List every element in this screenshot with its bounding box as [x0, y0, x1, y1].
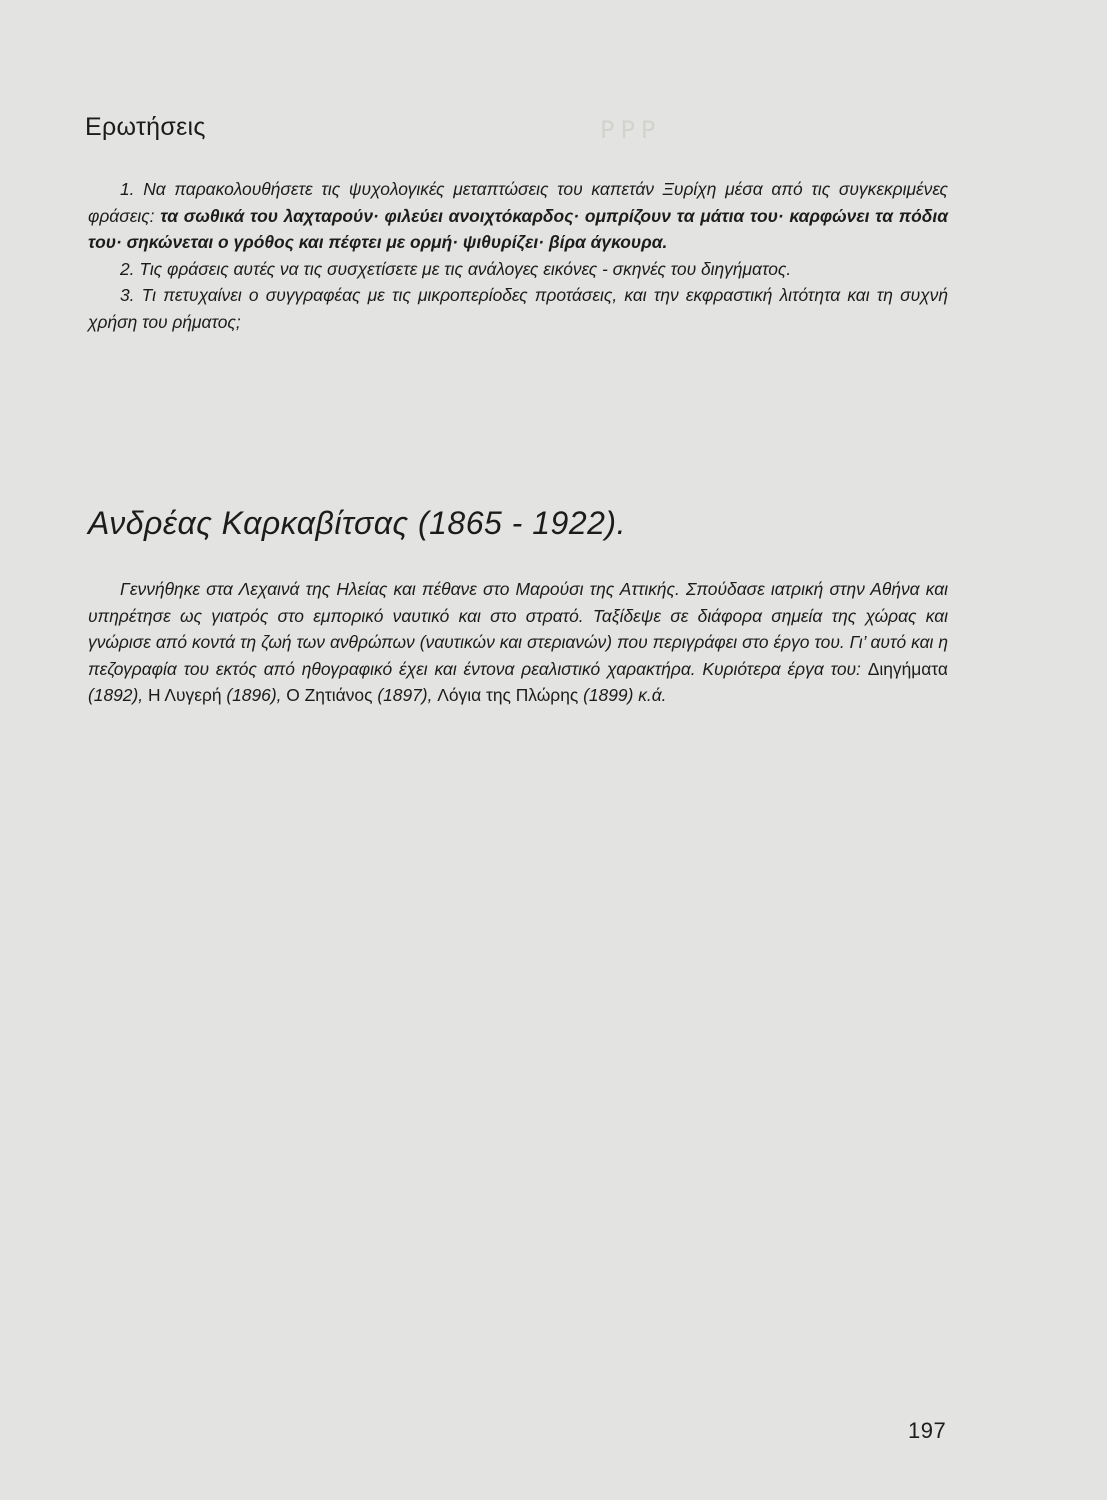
work-year-2: (1896),	[221, 685, 287, 706]
question-1	[88, 176, 948, 256]
bio-intro: Γεννήθηκε στα Λεχαινά της Ηλείας και πέθανε στο Μαρούσι της Αττικής. Σπούδασε ιατρική στην Αθήνα και υπηρέτησε ως γιατρός στο εμπορικό ναυτικό και στο στρατό. Ταξίδεψε σε διάφορα σημεία της χώρας και γνώρισε από κοντά τη ζωή των ανθρώπων (ναυτικών και στεριανών) που περιγράφει στο έργο του. Γι’ αυτό και η πεζογραφία του εκτός από ηθογραφικό έχει και έντονα ρεαλιστικό χαρακτήρα. Κυριότερα έργα του:	[88, 579, 948, 679]
question-1-phrases: τα σωθικά του λαχταρούν· φιλεύει ανοιχτόκαρδος· ομπρίζουν τα μάτια του· καρφώνει τα πόδια του· σηκώνεται ο γρόθος και πέφτει με ορμή· ψιθυρίζει· βίρα άγκουρα.	[88, 205, 948, 253]
work-title-2: Η Λυγερή	[147, 685, 222, 706]
work-year-4: (1899) κ.ά.	[578, 685, 667, 706]
work-year-3: (1897),	[372, 685, 438, 706]
questions-list	[88, 176, 948, 336]
questions-heading: Ερωτήσεις	[85, 113, 206, 141]
work-title-1: Διηγήματα	[867, 658, 948, 679]
bleed-through-texture: ꟼ ꟼ ꟼ	[600, 118, 656, 144]
page-number: 197	[908, 1418, 947, 1443]
work-title-4: Λόγια της Πλώρης	[437, 685, 579, 706]
work-year-1: (1892),	[88, 685, 148, 706]
question-2: 2. Τις φράσεις αυτές να τις συσχετίσετε με τις ανάλογες εικόνες - σκηνές του διηγήματος.	[120, 258, 792, 279]
author-title: Ανδρέας Καρκαβίτσας (1865 - 1922).	[88, 505, 626, 541]
question-3: 3. Τι πετυχαίνει ο συγγραφέας με τις μικροπερίοδες προτάσεις, και την εκφραστική λιτότητα και τη συχνή χρήση του ρήματος;	[88, 285, 948, 332]
question-1-text: 1. Να παρακολουθήσετε τις ψυχολογικές μεταπτώσεις του καπετάν Ξυρίχη μέσα από τις συγκεκριμένες φράσεις:	[88, 179, 948, 226]
work-title-3: Ο Ζητιάνος	[286, 685, 373, 706]
author-biography	[88, 576, 948, 709]
